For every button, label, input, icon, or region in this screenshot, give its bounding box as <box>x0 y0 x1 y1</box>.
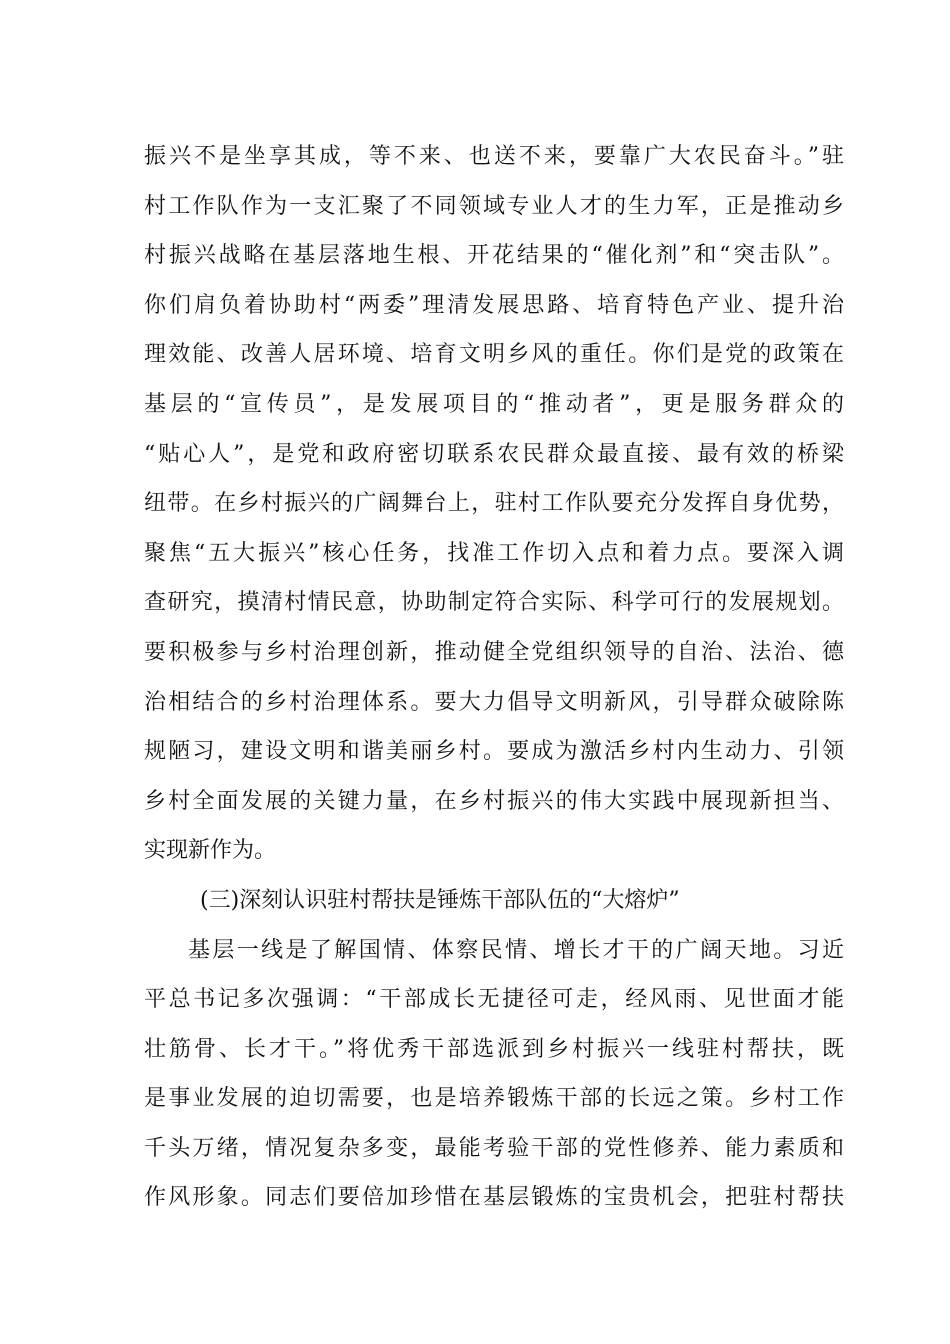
text-line: 治相结合的乡村治理体系。要大力倡导文明新风，引导群众破除陈 <box>144 689 844 715</box>
text-line: 查研究，摸清村情民意，协助制定符合实际、科学可行的发展规划。 <box>144 590 844 616</box>
text-line: 千头万绪，情况复杂多变，最能考验干部的党性修养、能力素质和 <box>144 1135 844 1161</box>
text-line: 理效能、改善人居环境、培育文明乡风的重任。你们是党的政策在 <box>144 342 844 368</box>
text-line: 要积极参与乡村治理创新，推动健全党组织领导的自治、法治、德 <box>144 639 844 665</box>
text-line: 实现新作为。 <box>144 838 277 864</box>
text-line: 纽带。在乡村振兴的广阔舞台上，驻村工作队要充分发挥自身优势， <box>144 491 844 517</box>
text-line: 振兴不是坐享其成，等不来、也送不来，要靠广大农民奋斗。”驻 <box>144 144 844 169</box>
text-line: 基层一线是了解国情、体察民情、增长才干的广阔天地。习近 <box>188 937 844 963</box>
text-line: 基层的“宣传员”，是发展项目的“推动者”，更是服务群众的 <box>144 391 844 417</box>
text-line: 规陋习，建设文明和谐美丽乡村。要成为激活乡村内生动力、引领 <box>144 739 844 765</box>
section-heading: (三)深刻认识驻村帮扶是锤炼干部队伍的“大熔炉” <box>200 887 680 913</box>
text-line: 你们肩负着协助村“两委”理清发展思路、培育特色产业、提升治 <box>144 292 844 318</box>
text-line: 村振兴战略在基层落地生根、开花结果的“催化剂”和“突击队”。 <box>144 243 844 269</box>
text-line: 乡村全面发展的关键力量，在乡村振兴的伟大实践中展现新担当、 <box>144 788 844 814</box>
text-line: 是事业发展的迫切需要，也是培养锻炼干部的长远之策。乡村工作 <box>144 1086 844 1112</box>
text-line: 壮筋骨、长才干。”将优秀干部选派到乡村振兴一线驻村帮扶，既 <box>144 1036 844 1062</box>
text-line: 聚焦“五大振兴”核心任务，找准工作切入点和着力点。要深入调 <box>144 540 844 566</box>
text-line: 作风形象。同志们要倍加珍惜在基层锻炼的宝贵机会，把驻村帮扶 <box>144 1185 844 1211</box>
body-text <box>144 132 844 1223</box>
text-line: 平总书记多次强调：“干部成长无捷径可走，经风雨、见世面才能 <box>144 987 844 1013</box>
text-line: 村工作队作为一支汇聚了不同领域专业人才的生力军，正是推动乡 <box>144 193 844 219</box>
text-line: “贴心人”，是党和政府密切联系农民群众最直接、最有效的桥梁 <box>144 441 844 467</box>
